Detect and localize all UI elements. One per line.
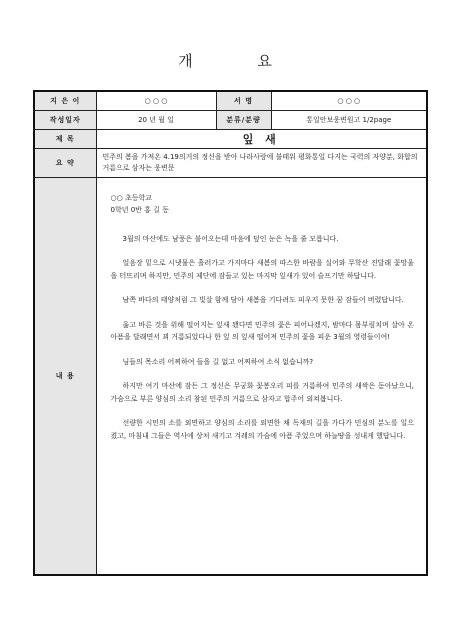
paragraph: 선량한 시민의 소를 외면하고 양심의 소리를 외면한 채 독재의 길을 가다가 민심의 분노를 일으켰고, 마침내 그들은 역사에 상처 새기고 겨레의 가슴에 아픔 주었으며 하늘땅을 성내게 했답니다. <box>110 419 414 440</box>
category-label: 분류/분량 <box>216 110 271 129</box>
date-label: 작성일자 <box>34 110 96 129</box>
content-body <box>96 177 427 575</box>
school-name: ○○ 초등학교 <box>110 193 152 202</box>
paragraph: 하지만 여기 마산에 잠든 그 정신은 무궁화 꽃봉오리 피를 거름하여 민주의 새싹은 돋아났으니, 가슴으로 부른 양심의 소리 참된 민주의 거름으로 삼자고 합주어 외쳐봅니다. <box>110 382 414 403</box>
category-value: 통일안보웅변원고 1/2page <box>271 110 427 129</box>
paragraph: 옳고 바른 것을 위해 떨어지는 잎새 됐다면 민주의 꽃은 피어나겠지, 밤마다 몸부림치며 살아 온 아픔을 달래면서 꾀 거름되었다나 한 잎 의 잎새 떨어져 민주의 꽃을 피운 3월의 영령들이여! <box>110 320 414 341</box>
subject-value: 잎 새 <box>96 129 427 148</box>
paragraph: 님들의 목소리 어찌하여 들을 길 없고 어찌하여 소식 없습니까? <box>122 357 314 366</box>
author-value: ○ ○ ○ <box>96 91 216 110</box>
page-title: 개 요 <box>178 52 302 70</box>
date-value: 20 년 월 일 <box>96 110 216 129</box>
subject-label: 제 목 <box>34 129 96 148</box>
summary-label: 요 약 <box>34 148 96 177</box>
author-label: 지 은 이 <box>34 91 96 110</box>
student-name: 0학년 0반 홍 길 동 <box>110 205 169 214</box>
summary-value: 민주의 봄을 가져온 4.19의거의 정신을 받아 나라사랑에 불태워 평화통일 다지는 국력의 자양분, 화합의 거름으로 삼자는 웅변문 <box>96 148 427 177</box>
paragraph: 3월의 마산에도 남풍은 불어오는데 마음에 덮인 눈은 녹을 줄 모릅니다. <box>122 234 339 243</box>
signature-value: ○ ○ ○ <box>271 91 427 110</box>
overview-form <box>33 90 428 576</box>
content-label: 내 용 <box>34 177 96 575</box>
signature-label: 서 명 <box>216 91 271 110</box>
paragraph: 남쪽 바다의 태양처럼 그 빛살 함께 담아 새봄을 기다려도 피우지 못한 꿈 잠들어 버렸답니다. <box>122 296 404 304</box>
paragraph: 얼음장 밑으로 시냇물은 흘러가고 가지마다 새봄의 따스한 바람을 실어와 무학산 진달래 꽃망울을 터뜨리며 하지만, 민주의 제단에 잠들고 있는 마지막 잎새가 있어 슬프기만 하답니다. <box>110 259 414 280</box>
